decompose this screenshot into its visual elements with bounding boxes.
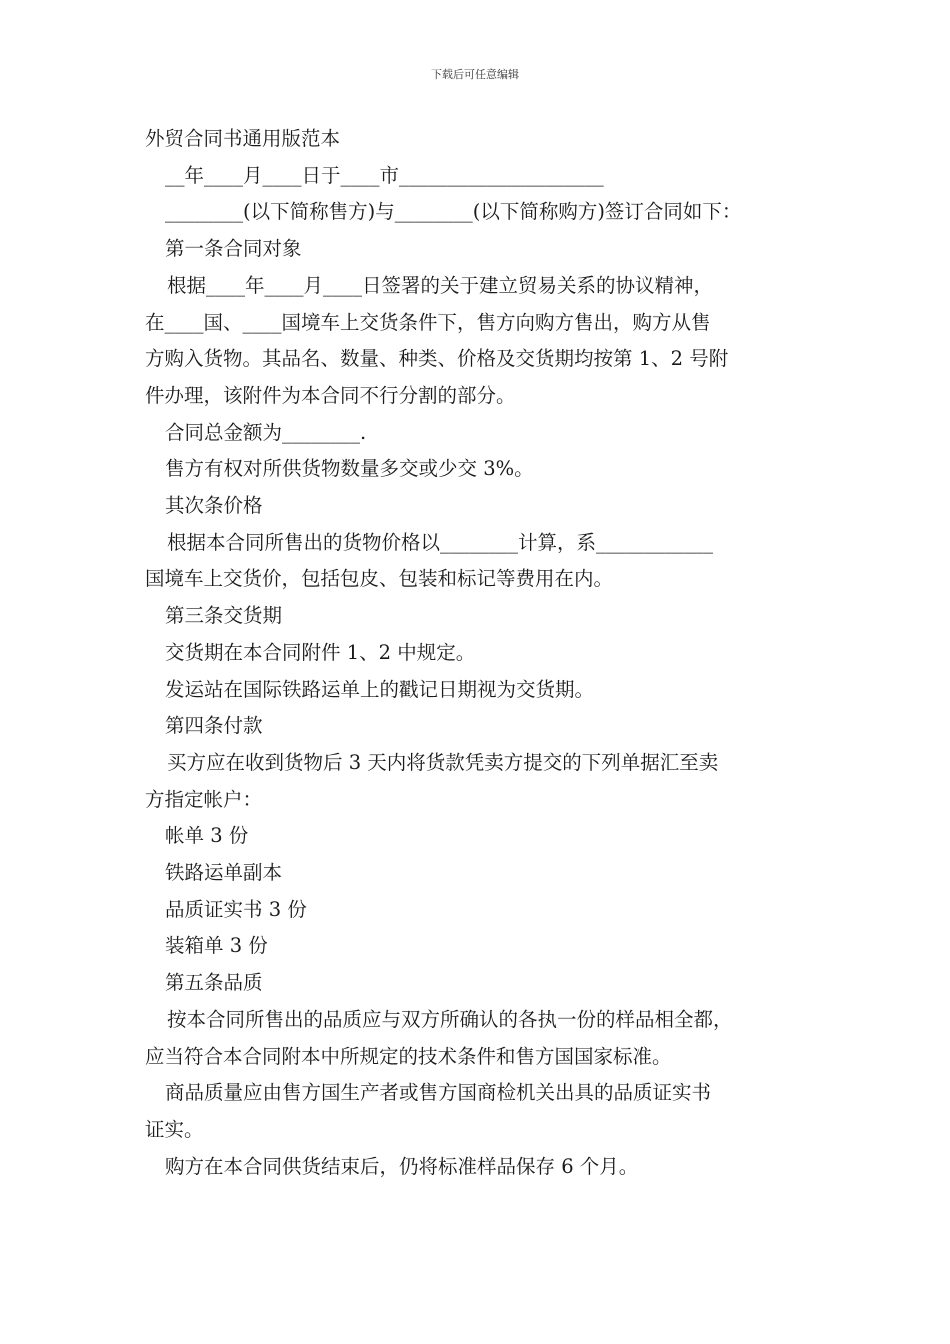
paragraph-line: 商品质量应由售方国生产者或售方国商检机关出具的品质证实书 — [165, 1081, 712, 1105]
article-3-heading: 第三条交货期 — [165, 604, 283, 628]
paragraph-line: 方指定帐户： — [145, 787, 263, 811]
document-list-item: 帐单 3 份 — [165, 824, 249, 848]
paragraph-line: 交货期在本合同附件 1、2 中规定。 — [165, 640, 476, 664]
paragraph-line: 发运站在国际铁路运单上的戳记日期视为交货期。 — [165, 677, 595, 701]
paragraph-line: 购方在本合同供货结束后，仍将标准样品保存 6 个月。 — [165, 1154, 639, 1178]
document-list-item: 装箱单 3 份 — [165, 934, 268, 958]
paragraph-line: 在____国、____国境车上交货条件下，售方向购方售出，购方从售 — [145, 310, 711, 334]
article-4-heading: 第四条付款 — [165, 714, 263, 738]
article-5-heading: 第五条品质 — [165, 971, 263, 995]
article-2-heading: 其次条价格 — [165, 494, 263, 518]
paragraph-line: 国境车上交货价，包括包皮、包装和标记等费用在内。 — [145, 567, 614, 591]
paragraph-line: 证实。 — [145, 1117, 204, 1141]
paragraph-line: 根据____年____月____日签署的关于建立贸易关系的协议精神， — [167, 273, 714, 297]
quantity-tolerance-line: 售方有权对所供货物数量多交或少交 3%。 — [165, 457, 534, 481]
total-amount-line: 合同总金额为________. — [165, 420, 367, 444]
paragraph-line: 买方应在收到货物后 3 天内将货款凭卖方提交的下列单据汇至卖 — [167, 750, 719, 774]
article-1-heading: 第一条合同对象 — [165, 237, 302, 261]
contract-document — [145, 121, 810, 1185]
paragraph-line: 方购入货物。其品名、数量、种类、价格及交货期均按第 1、2 号附 — [145, 347, 729, 371]
paragraph-line: 按本合同所售出的品质应与双方所确认的各执一份的样品相全都， — [167, 1007, 733, 1031]
parties-line: ________(以下简称售方)与________(以下简称购方)签订合同如下： — [165, 200, 742, 224]
paragraph-line: 根据本合同所售出的货物价格以________计算，系____________ — [167, 530, 714, 554]
date-place-line: __年____月____日于____市_____________________ — [165, 163, 604, 187]
document-list-item: 铁路运单副本 — [165, 861, 283, 885]
document-list-item: 品质证实书 3 份 — [165, 897, 307, 921]
document-title: 外贸合同书通用版范本 — [145, 127, 341, 150]
page-header-note: 下载后可任意编辑 — [431, 68, 519, 81]
paragraph-line: 应当符合本合同附本中所规定的技术条件和售方国国家标准。 — [145, 1044, 672, 1068]
paragraph-line: 件办理，该附件为本合同不行分割的部分。 — [145, 383, 516, 407]
